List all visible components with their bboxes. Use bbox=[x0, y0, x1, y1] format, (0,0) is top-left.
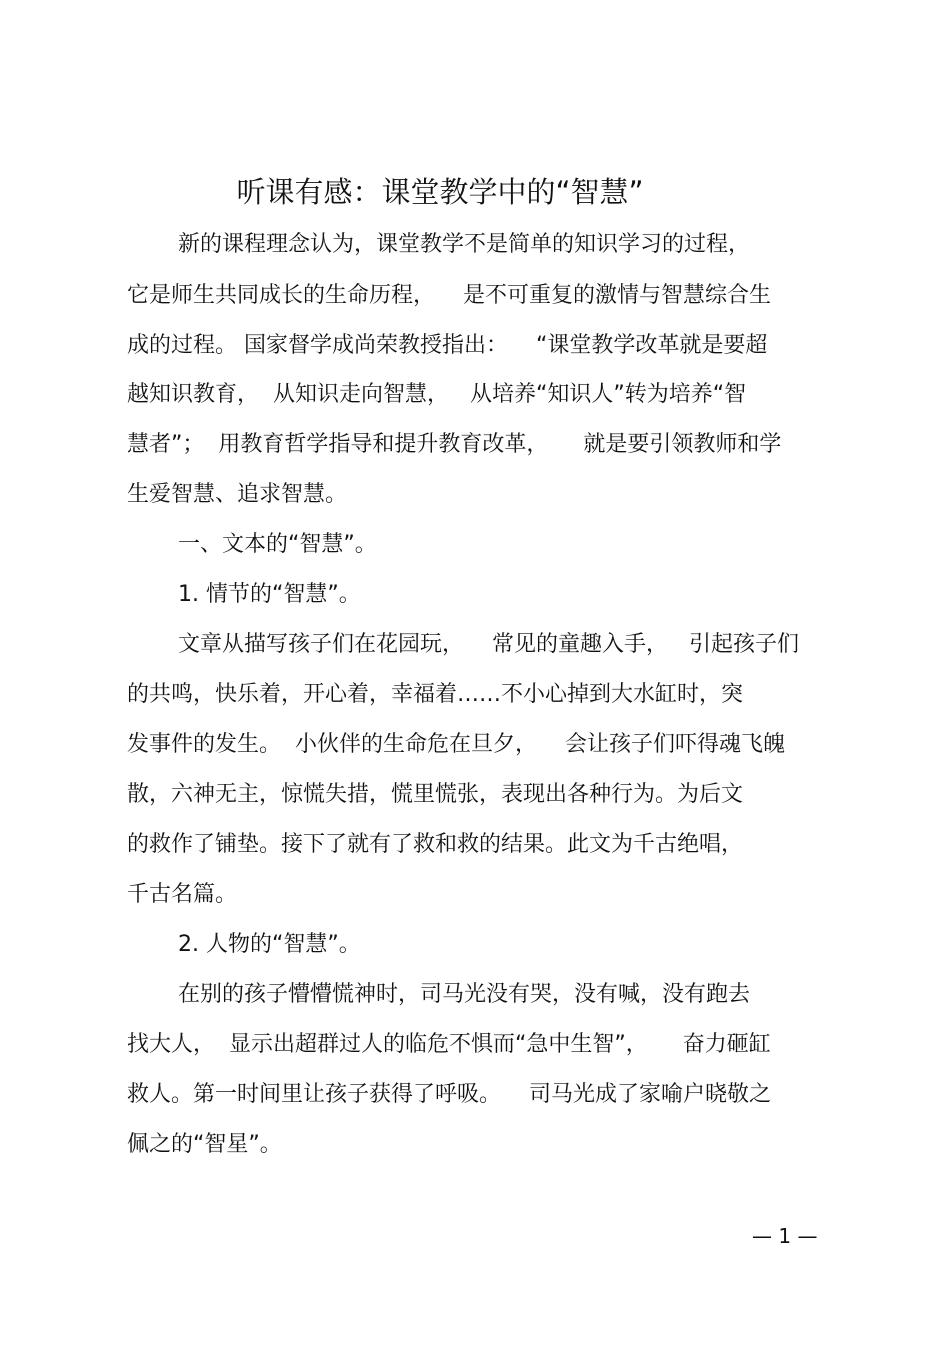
section-heading: 一、文本的“智慧”。 bbox=[178, 532, 377, 557]
body-line: 生爱智慧、追求智慧。 bbox=[127, 482, 348, 507]
body-line: 成的过程。 国家督学成尚荣教授指出： “课堂教学改革就是要超 bbox=[127, 333, 768, 358]
body-line: 越知识教育， 从知识走向智慧， 从培养“知识人”转为培养“智 bbox=[127, 382, 747, 407]
subsection-heading: 1. 情节的“智慧”。 bbox=[178, 582, 361, 607]
body-line: 在别的孩子懵懵慌神时，司马光没有哭，没有喊，没有跑去 bbox=[178, 982, 751, 1007]
body-line: 找大人， 显示出超群过人的临危不惧而“急中生智”， 奋力砸缸 bbox=[127, 1032, 771, 1057]
body-line: 千古名篇。 bbox=[127, 882, 238, 907]
page-title: 听课有感：课堂教学中的“智慧” bbox=[236, 175, 644, 209]
subsection-heading: 2. 人物的“智慧”。 bbox=[178, 932, 361, 957]
body-line: 文章从描写孩子们在花园玩， 常见的童趣入手， 引起孩子们 bbox=[178, 632, 799, 657]
body-line: 的共鸣，快乐着，开心着，幸福着……不小心掉到大水缸时，突 bbox=[127, 682, 744, 707]
body-line: 慧者”； 用教育哲学指导和提升教育改革， 就是要引领教师和学 bbox=[127, 432, 782, 457]
body-line: 佩之的“智星”。 bbox=[127, 1132, 282, 1157]
body-line: 新的课程理念认为，课堂教学不是简单的知识学习的过程， bbox=[178, 232, 751, 257]
body-line: 的救作了铺垫。接下了就有了救和救的结果。此文为千古绝唱， bbox=[127, 832, 744, 857]
body-line: 发事件的发生。 小伙伴的生命危在旦夕， 会让孩子们吓得魂飞魄 bbox=[127, 732, 785, 757]
body-line: 它是师生共同成长的生命历程， 是不可重复的激情与智慧综合生 bbox=[127, 283, 771, 308]
page-number: — 1 — bbox=[752, 1224, 818, 1248]
body-line: 散，六神无主，惊慌失措，慌里慌张，表现出各种行为。为后文 bbox=[127, 782, 744, 807]
body-line: 救人。第一时间里让孩子获得了呼吸。 司马光成了家喻户晓敬之 bbox=[127, 1082, 771, 1107]
